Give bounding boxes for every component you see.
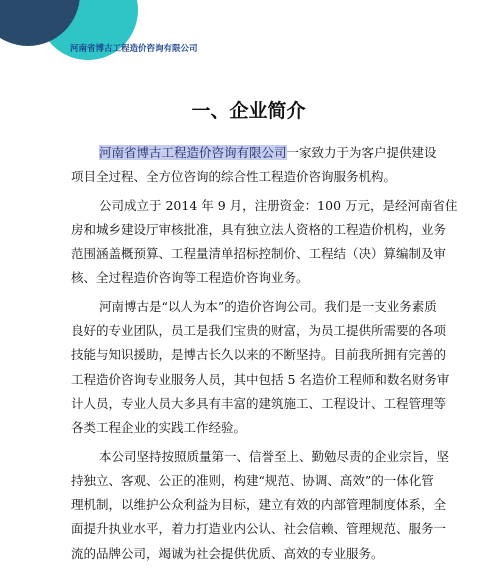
paragraph-1 — [71, 141, 435, 190]
document-body — [71, 141, 458, 566]
text-line: 公司成立于 2014 年 9 月，注册资金：100 万元，是经河南省住 — [99, 197, 458, 213]
page-title: 一、企业简介 — [191, 100, 306, 122]
paragraph-2 — [71, 194, 458, 291]
text-line: 核、全过程造价咨询等工程造价咨询业务。 — [71, 270, 309, 286]
text-line: 良好的专业团队，员工是我们宝贵的财富，为员工提供所需要的各项 — [71, 323, 447, 339]
text-line: 本公司坚持按照质量第一、信誉至上、勤勉尽责的企业宗旨，坚 — [99, 448, 450, 464]
text-line: 房和城乡建设厅审核批准，具有独立法人资格的工程造价机构，业务 — [71, 221, 447, 237]
paragraph-3 — [71, 295, 450, 441]
highlighted-company-name: 河南省博古工程造价咨询有限公司 — [99, 145, 287, 160]
text-line: 流的品牌公司，竭诚为社会提供优质、高效的专业服务。 — [71, 545, 384, 561]
text-line: 河南博古是“以人为本”的造价咨询公司。我们是一支业务素质 — [99, 298, 437, 314]
text-line — [71, 141, 435, 165]
text-line: 持独立、客观、公正的准则，构建“规范、协调、高效”的一体化管 — [71, 472, 434, 488]
text-line: 面提升执业水平，着力打造业内公认、社会信赖、管理规范、服务一 — [71, 521, 447, 537]
text-line: 工程造价咨询专业服务人员，其中包括 5 名造价工程师和数名财务审 — [71, 371, 450, 387]
text-line: 项目全过程、全方位咨询的综合性工程造价咨询服务机构。 — [71, 169, 397, 185]
text-line: 各类工程企业的实践工作经验。 — [71, 420, 247, 436]
text-line: 范围涵盖概预算、工程量清单招标控制价、工程结（决）算编制及审 — [71, 246, 447, 262]
text-line: 技能与知识援助，是博古长久以来的不断坚持。目前我所拥有完善的 — [71, 347, 447, 363]
line-text: 一家致力于为客户提供建设 — [286, 145, 437, 160]
text-line: 计人员，专业人员大多具有丰富的建筑施工、工程设计、工程管理等 — [71, 395, 447, 411]
text-line: 理机制，以维护公众利益为目标，建立有效的内部管理制度体系，全 — [71, 497, 447, 513]
paragraph-4 — [71, 445, 450, 566]
company-header: 河南省博古工程造价咨询有限公司 — [70, 44, 198, 54]
